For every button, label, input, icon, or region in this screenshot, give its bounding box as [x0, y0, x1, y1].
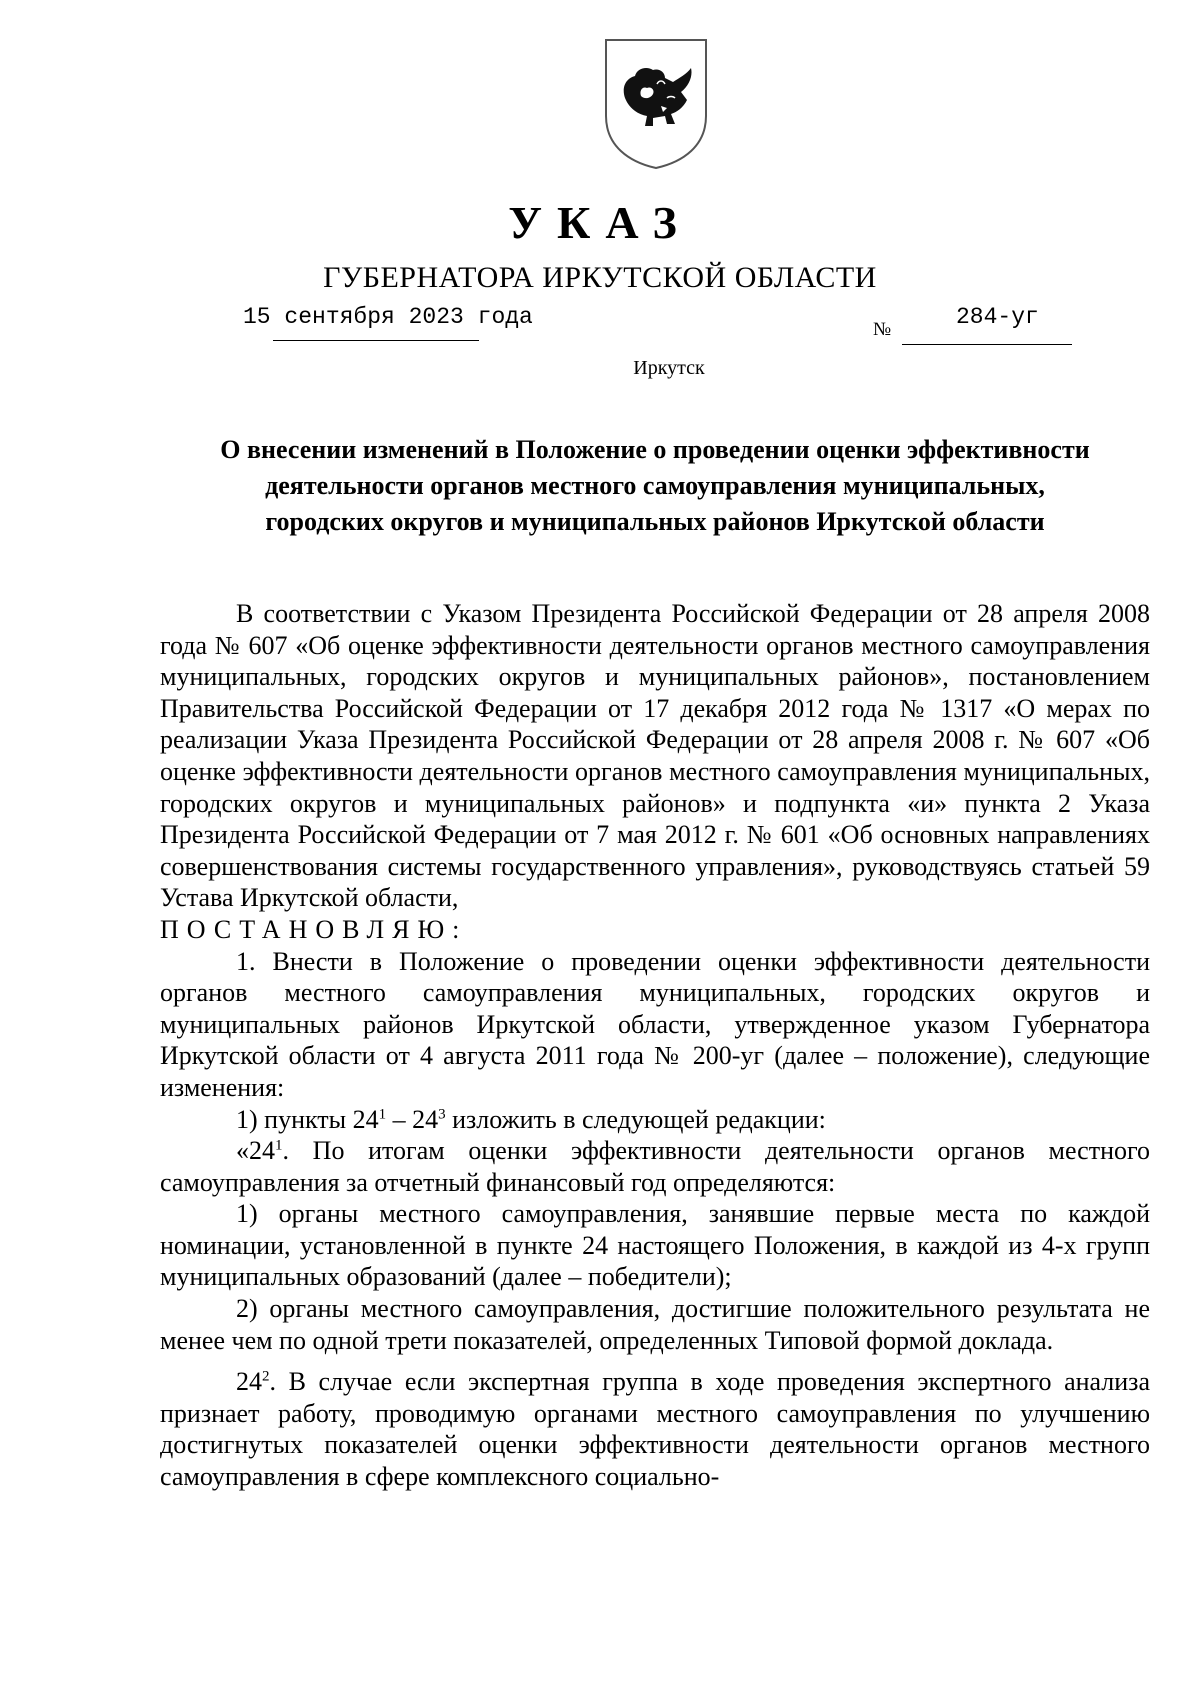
- heading-line: городских округов и муниципальных районов Иркутской области: [265, 507, 1045, 536]
- superscript: 1: [378, 1105, 387, 1122]
- document-date: 15 сентября 2023 года: [243, 304, 533, 330]
- document-title: УКАЗ: [508, 197, 692, 248]
- clause-1-paragraph: 1. Внести в Положение о проведении оценки эффективности деятельности органов местного самоуправления муниципальных, городских округов и муниципальных районов Иркутской области, утвержденное указом Губернатора Иркутской области от 4 августа 2011 года № 200-уг (далее – положение), следующие изменения:: [160, 946, 1150, 1102]
- decree-word: ПОСТАНОВЛЯЮ:: [160, 914, 468, 944]
- text-span: «24: [236, 1136, 275, 1166]
- text-span: изложить в следующей редакции:: [445, 1104, 826, 1134]
- number-sign: №: [873, 319, 892, 340]
- document-number: 284-уг: [956, 304, 1039, 330]
- coat-of-arms-emblem: [603, 38, 709, 170]
- document-city: Иркутск: [633, 357, 705, 379]
- text-span: – 24: [386, 1104, 439, 1134]
- list-item-1-paragraph: 1) органы местного самоуправления, занявшие первые места по каждой номинации, установленной в пункте 24 настоящего Положения, в каждой из 4-х групп муниципальных образований (далее – победители);: [160, 1199, 1150, 1292]
- text-span: . В случае если экспертная группа в ходе проведения экспертного анализа признает работу, проводимую органами местного самоуправления по улучшению достигнутых показателей оценки эффективности деятельности органов местного самоуправления в сфере комплексного социально-: [160, 1367, 1150, 1492]
- document-heading: [160, 432, 1150, 540]
- document-body: [160, 598, 1150, 1493]
- point-24-1-paragraph: [160, 1135, 1150, 1198]
- heading-line: О внесении изменений в Положение о проведении оценки эффективности: [220, 435, 1090, 464]
- heading-line: деятельности органов местного самоуправления муниципальных,: [265, 471, 1045, 500]
- document-issuer: ГУБЕРНАТОРА ИРКУТСКОЙ ОБЛАСТИ: [323, 261, 877, 294]
- superscript: 3: [438, 1105, 446, 1122]
- text-span: 1) пункты 24: [236, 1104, 379, 1134]
- text-span: 24: [236, 1367, 262, 1397]
- point-24-2-paragraph: [160, 1366, 1150, 1492]
- subclause-1-paragraph: [160, 1104, 1150, 1136]
- date-underline: [273, 340, 479, 341]
- number-underline: [902, 344, 1072, 345]
- superscript: 1: [275, 1137, 283, 1154]
- superscript: 2: [262, 1368, 270, 1385]
- text-span: . По итогам оценки эффективности деятельности органов местного самоуправления за отчетный финансовый год определяются:: [160, 1136, 1150, 1197]
- list-item-2-paragraph: 2) органы местного самоуправления, достигшие положительного результата не менее чем по одной трети показателей, определенных Типовой формой доклада.: [160, 1294, 1150, 1355]
- preamble-paragraph: В соответствии с Указом Президента Российской Федерации от 28 апреля 2008 года № 607 «Об оценке эффективности деятельности органов местного самоуправления муниципальных, городских округов и муниципальных районов», постановлением Правительства Российской Федерации от 17 декабря 2012 года № 1317 «О мерах по реализации Указа Президента Российской Федерации от 28 апреля 2008 г. № 607 «Об оценке эффективности деятельности органов местного самоуправления муниципальных, городских округов и муниципальных районов» и подпункта «и» пункта 2 Указа Президента Российской Федерации от 7 мая 2012 г. № 601 «Об основных направлениях совершенствования системы государственного управления», руководствуясь статьей 59 Устава Иркутской области,: [160, 599, 1150, 913]
